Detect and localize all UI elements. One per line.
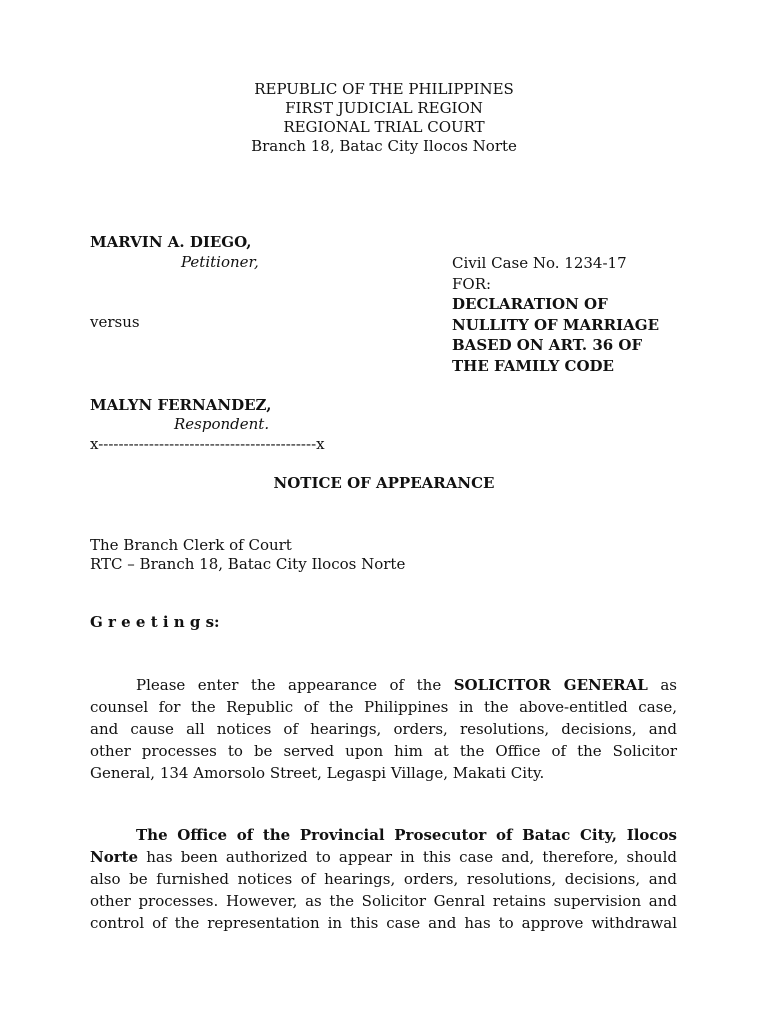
heading-branch: Branch 18, Batac City Ilocos Norte [251, 137, 517, 155]
paragraph-line: also be furnished notices of hearings, orders, resolutions, decisions, and [90, 870, 677, 888]
petitioner-name: MARVIN A. DIEGO, [90, 233, 252, 251]
case-for-label: FOR: [452, 274, 492, 293]
greeting [90, 613, 220, 631]
heading-republic: REPUBLIC OF THE PHILIPPINES [254, 80, 514, 98]
case-nature-line: BASED ON ART. 36 OF [452, 336, 643, 354]
case-nature-line: DECLARATION OF [452, 295, 608, 313]
petitioner-role: Petitioner, [181, 253, 259, 271]
paragraph-line: counsel for the Republic of the Philippines in the above-entitled case, [90, 698, 677, 716]
caption-separator: x-------------------------------------------x [90, 435, 325, 453]
paragraph-line: other processes to be served upon him at the Office of the Solicitor [90, 742, 677, 760]
heading-region: FIRST JUDICIAL REGION [285, 99, 483, 117]
paragraph-prosecutor [90, 824, 677, 934]
greeting-text: G r e e t i n g s: [90, 613, 220, 631]
case-nature-line: THE FAMILY CODE [452, 356, 614, 375]
solicitor-general-term: SOLICITOR GENERAL [453, 676, 648, 694]
paragraph-appearance [90, 674, 677, 784]
paragraph-line: other processes. However, as the Solicitor Genral retains supervision and [90, 892, 677, 910]
addressee-line-2: RTC – Branch 18, Batac City Ilocos Norte [90, 555, 406, 573]
heading-court: REGIONAL TRIAL COURT [283, 118, 485, 136]
respondent-role: Respondent. [174, 415, 270, 433]
versus-label: versus [90, 313, 140, 331]
addressee-line-1: The Branch Clerk of Court [90, 536, 292, 554]
paragraph-line: and cause all notices of hearings, orders, resolutions, decisions, and [90, 720, 677, 738]
court-heading [0, 80, 768, 156]
paragraph-line: Please enter the appearance of the SOLICITOR GENERAL as [136, 676, 677, 694]
paragraph-line: control of the representation in this case and has to approve withdrawal [90, 914, 677, 932]
paragraph-line: Norte has been authorized to appear in this case and, therefore, should [90, 848, 677, 866]
paragraph-line: General, 134 Amorsolo Street, Legaspi Village, Makati City. [90, 764, 545, 782]
case-number: Civil Case No. 1234-17 [452, 254, 627, 272]
document-title: NOTICE OF APPEARANCE [273, 474, 495, 492]
paragraph-line: The Office of the Provincial Prosecutor of Batac City, Ilocos [136, 826, 677, 844]
case-details [452, 253, 659, 376]
respondent-name: MALYN FERNANDEZ, [90, 396, 272, 414]
case-nature-line: NULLITY OF MARRIAGE [452, 315, 660, 334]
